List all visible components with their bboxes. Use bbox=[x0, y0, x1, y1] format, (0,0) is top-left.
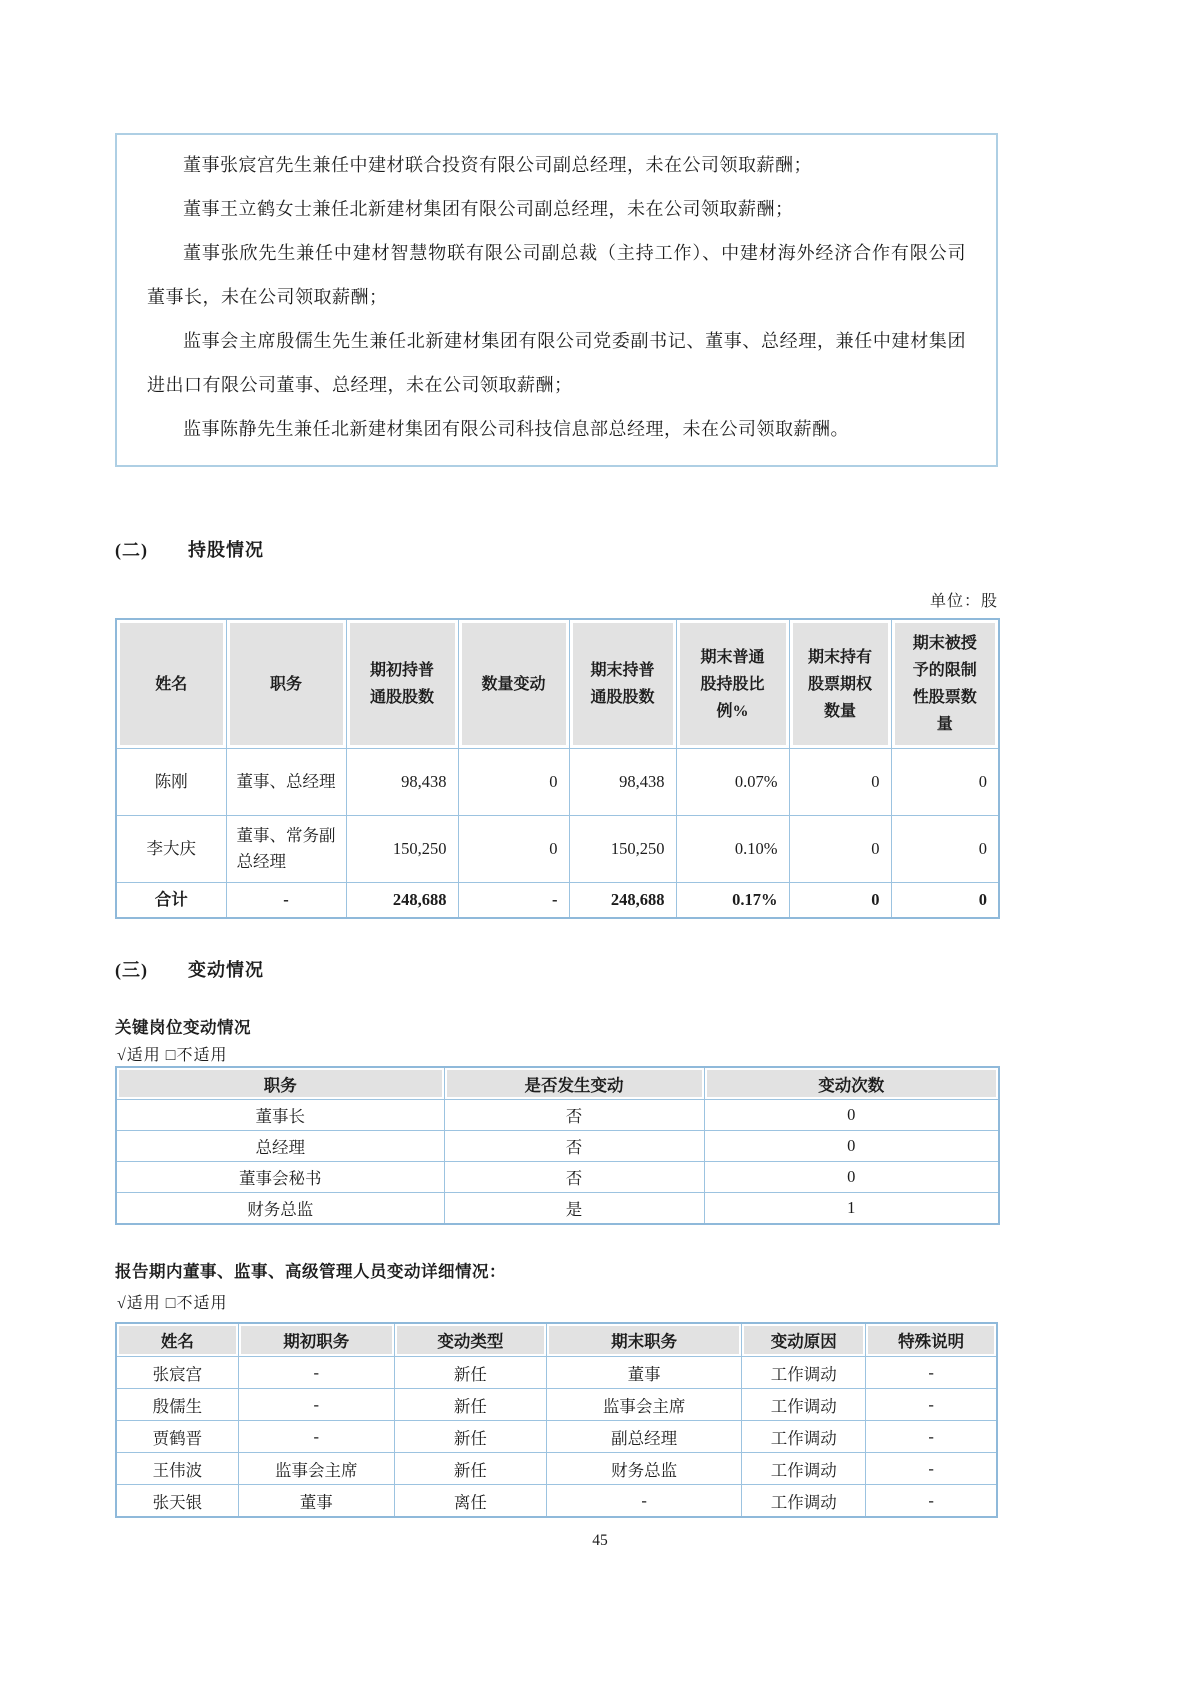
section2-title: 持股情况 bbox=[188, 540, 264, 560]
cell-begin-shares: 248,688 bbox=[346, 883, 458, 919]
cell-options: 0 bbox=[789, 816, 891, 883]
cell-change: 0 bbox=[458, 816, 569, 883]
cell-change-type: 新任 bbox=[394, 1421, 546, 1453]
total-row bbox=[116, 883, 999, 919]
header-begin-shares: 期初持普通股股数 bbox=[346, 619, 458, 749]
header-change-type: 变动类型 bbox=[394, 1323, 546, 1357]
cell-end-position: 副总经理 bbox=[546, 1421, 741, 1453]
cell-change-reason: 工作调动 bbox=[742, 1485, 866, 1518]
key-positions-heading: 关键岗位变动情况 bbox=[115, 1018, 251, 1037]
cell-change-reason: 工作调动 bbox=[742, 1357, 866, 1389]
cell-restricted: 0 bbox=[891, 816, 999, 883]
table-row bbox=[116, 1162, 999, 1193]
cell-end-shares: 248,688 bbox=[569, 883, 676, 919]
cell-options: 0 bbox=[789, 749, 891, 816]
key-positions-table bbox=[115, 1066, 1000, 1225]
cell-change-reason: 工作调动 bbox=[742, 1453, 866, 1485]
cell-end-shares: 98,438 bbox=[569, 749, 676, 816]
cell-name: 张宸宫 bbox=[116, 1357, 238, 1389]
cell-change-count: 0 bbox=[704, 1131, 999, 1162]
cell-name: 殷儒生 bbox=[116, 1389, 238, 1421]
section3-number: (三) bbox=[115, 960, 148, 980]
cell-end-shares: 150,250 bbox=[569, 816, 676, 883]
cell-end-position: 董事 bbox=[546, 1357, 741, 1389]
cell-begin-position: 监事会主席 bbox=[238, 1453, 394, 1485]
cell-begin-position: 董事 bbox=[238, 1485, 394, 1518]
cell-change: 0 bbox=[458, 749, 569, 816]
cell-change-reason: 工作调动 bbox=[742, 1389, 866, 1421]
cell-total-label: 合计 bbox=[116, 883, 226, 919]
section3-heading bbox=[115, 956, 264, 982]
detail-changes-applicability: √适用 □不适用 bbox=[117, 1295, 228, 1312]
cell-change-type: 新任 bbox=[394, 1357, 546, 1389]
table-row bbox=[116, 1421, 997, 1453]
table-row bbox=[116, 1357, 997, 1389]
intro-paragraph: 监事会主席殷儒生先生兼任北新建材集团有限公司党委副书记、董事、总经理，兼任中建材集团进出口有限公司董事、总经理，未在公司领取薪酬； bbox=[147, 331, 966, 395]
key-positions-applicability: √适用 □不适用 bbox=[117, 1047, 228, 1064]
intro-paragraph: 监事陈静先生兼任北新建材集团有限公司科技信息部总经理，未在公司领取薪酬。 bbox=[183, 419, 849, 439]
cell-begin-shares: 150,250 bbox=[346, 816, 458, 883]
header-options: 期末持有股票期权数量 bbox=[789, 619, 891, 749]
cell-changed: 否 bbox=[444, 1131, 704, 1162]
cell-begin-position: - bbox=[238, 1357, 394, 1389]
section3-title: 变动情况 bbox=[188, 960, 264, 980]
page-number: 45 bbox=[592, 1532, 608, 1549]
intro-paragraph: 董事张宸宫先生兼任中建材联合投资有限公司副总经理，未在公司领取薪酬； bbox=[183, 155, 812, 175]
cell-special-note: - bbox=[866, 1453, 997, 1485]
cell-name: 贾鹤晋 bbox=[116, 1421, 238, 1453]
header-special-note: 特殊说明 bbox=[866, 1323, 997, 1357]
cell-begin-position: - bbox=[238, 1421, 394, 1453]
unit-note: 单位：股 bbox=[929, 593, 998, 610]
table-row bbox=[116, 1389, 997, 1421]
cell-end-position: 监事会主席 bbox=[546, 1389, 741, 1421]
shareholding-table bbox=[115, 618, 1000, 919]
cell-begin-position: - bbox=[238, 1389, 394, 1421]
section2-heading bbox=[115, 536, 264, 562]
section2-number: (二) bbox=[115, 540, 148, 560]
cell-end-pct: 0.10% bbox=[676, 816, 789, 883]
table-row bbox=[116, 1485, 997, 1518]
header-change-reason: 变动原因 bbox=[742, 1323, 866, 1357]
key-positions-header-row bbox=[116, 1067, 999, 1100]
header-change-count: 变动次数 bbox=[704, 1067, 999, 1100]
cell-special-note: - bbox=[866, 1389, 997, 1421]
table-row bbox=[116, 1131, 999, 1162]
table-row bbox=[116, 1100, 999, 1131]
header-changed: 是否发生变动 bbox=[444, 1067, 704, 1100]
cell-begin-shares: 98,438 bbox=[346, 749, 458, 816]
header-end-pct: 期末普通股持股比例% bbox=[676, 619, 789, 749]
cell-name: 李大庆 bbox=[116, 816, 226, 883]
cell-change-count: 0 bbox=[704, 1162, 999, 1193]
table-row bbox=[116, 1193, 999, 1225]
header-name: 姓名 bbox=[116, 1323, 238, 1357]
cell-end-position: - bbox=[546, 1485, 741, 1518]
detail-changes-heading: 报告期内董事、监事、高级管理人员变动详细情况： bbox=[115, 1262, 506, 1281]
table-row bbox=[116, 816, 999, 883]
intro-paragraph: 董事张欣先生兼任中建材智慧物联有限公司副总裁（主持工作）、中建材海外经济合作有限公司董事长，未在公司领取薪酬； bbox=[147, 243, 966, 307]
cell-change-count: 0 bbox=[704, 1100, 999, 1131]
cell-restricted: 0 bbox=[891, 749, 999, 816]
cell-change-type: 新任 bbox=[394, 1389, 546, 1421]
cell-special-note: - bbox=[866, 1357, 997, 1389]
table-row bbox=[116, 1453, 997, 1485]
header-begin-position: 期初职务 bbox=[238, 1323, 394, 1357]
cell-position: - bbox=[226, 883, 346, 919]
cell-position: 董事长 bbox=[116, 1100, 444, 1131]
shareholding-header-row bbox=[116, 619, 999, 749]
cell-end-position: 财务总监 bbox=[546, 1453, 741, 1485]
intro-paragraph: 董事王立鹤女士兼任北新建材集团有限公司副总经理，未在公司领取薪酬； bbox=[183, 199, 794, 219]
cell-change-type: 离任 bbox=[394, 1485, 546, 1518]
cell-end-pct: 0.17% bbox=[676, 883, 789, 919]
cell-special-note: - bbox=[866, 1485, 997, 1518]
header-position: 职务 bbox=[226, 619, 346, 749]
header-change: 数量变动 bbox=[458, 619, 569, 749]
cell-position: 董事、常务副总经理 bbox=[226, 816, 346, 883]
cell-end-pct: 0.07% bbox=[676, 749, 789, 816]
cell-options: 0 bbox=[789, 883, 891, 919]
header-restricted: 期末被授予的限制性股票数量 bbox=[891, 619, 999, 749]
header-position: 职务 bbox=[116, 1067, 444, 1100]
cell-change-reason: 工作调动 bbox=[742, 1421, 866, 1453]
cell-position: 董事会秘书 bbox=[116, 1162, 444, 1193]
cell-change-type: 新任 bbox=[394, 1453, 546, 1485]
cell-name: 张天银 bbox=[116, 1485, 238, 1518]
cell-change-count: 1 bbox=[704, 1193, 999, 1225]
header-end-shares: 期末持普通股股数 bbox=[569, 619, 676, 749]
detail-changes-header-row bbox=[116, 1323, 997, 1357]
cell-changed: 否 bbox=[444, 1100, 704, 1131]
cell-changed: 否 bbox=[444, 1162, 704, 1193]
cell-position: 财务总监 bbox=[116, 1193, 444, 1225]
cell-restricted: 0 bbox=[891, 883, 999, 919]
cell-special-note: - bbox=[866, 1421, 997, 1453]
cell-changed: 是 bbox=[444, 1193, 704, 1225]
detail-changes-table bbox=[115, 1322, 998, 1518]
cell-position: 董事、总经理 bbox=[226, 749, 346, 816]
cell-name: 王伟波 bbox=[116, 1453, 238, 1485]
cell-position: 总经理 bbox=[116, 1131, 444, 1162]
intro-box bbox=[115, 133, 998, 467]
header-name: 姓名 bbox=[116, 619, 226, 749]
header-end-position: 期末职务 bbox=[546, 1323, 741, 1357]
cell-name: 陈刚 bbox=[116, 749, 226, 816]
cell-change: - bbox=[458, 883, 569, 919]
table-row bbox=[116, 749, 999, 816]
